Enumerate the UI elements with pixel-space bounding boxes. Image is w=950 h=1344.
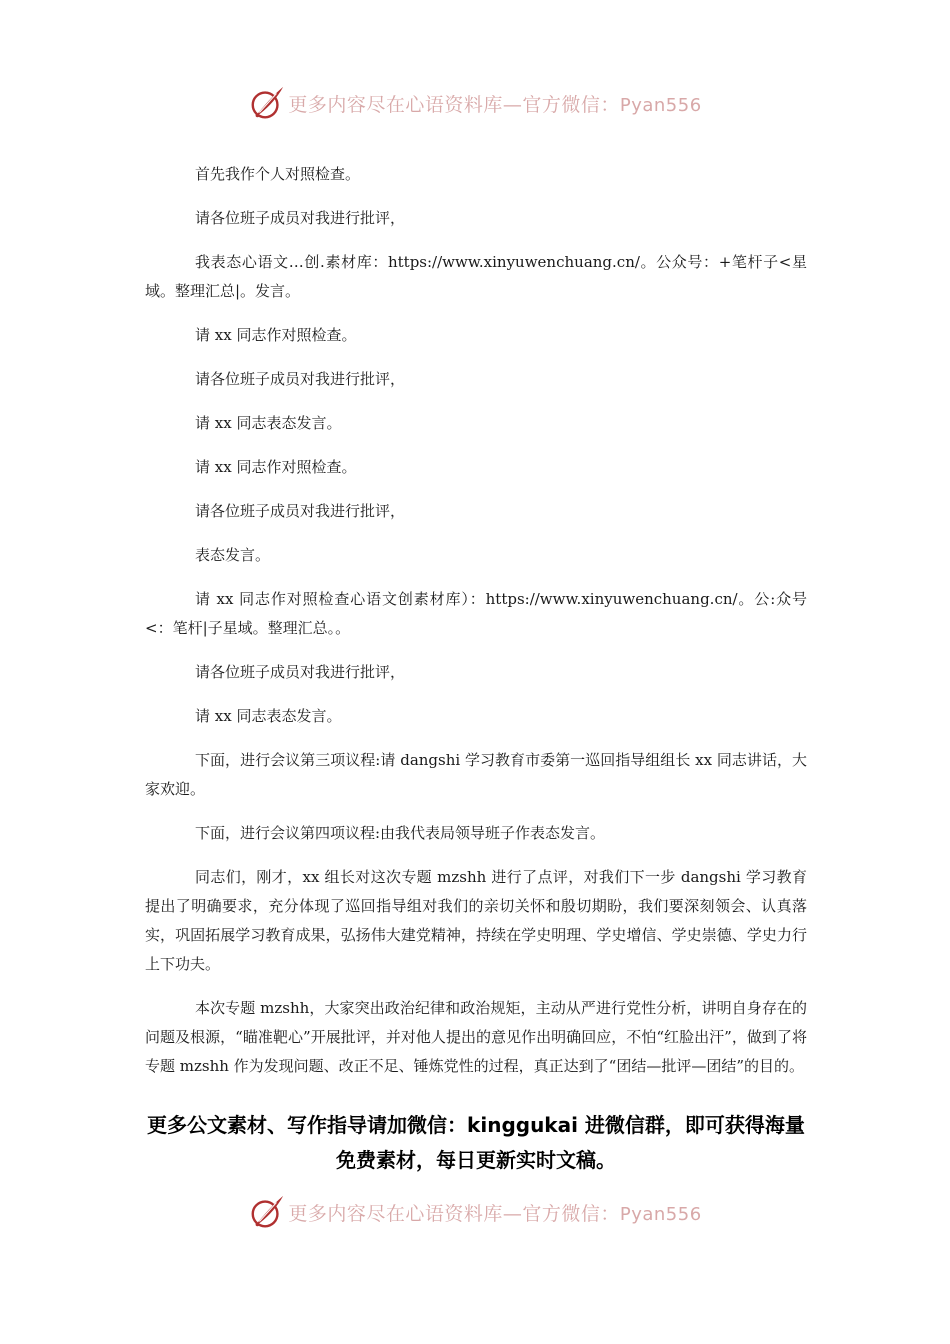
banner-text-cn: 更多内容尽在心语资料库—官方微信： <box>288 93 620 116</box>
banner-text-en: Pyan556 <box>619 1203 702 1225</box>
banner-text <box>288 90 701 117</box>
paragraph: 表态发言。 <box>195 546 271 564</box>
paragraph: 请 xx 同志表态发言。 <box>195 707 342 725</box>
paragraph: 请各位班子成员对我进行批评， <box>195 663 406 681</box>
footer-watermark-banner <box>0 1192 950 1232</box>
paragraph: 请 xx 同志表态发言。 <box>195 414 342 432</box>
paragraph: 请各位班子成员对我进行批评， <box>195 370 406 388</box>
paragraph: 请各位班子成员对我进行批评， <box>195 209 406 227</box>
paragraph: 请 xx 同志作对照检查。 <box>195 326 357 344</box>
paragraph: 我表态心语文…创.素材库：https://www.xinyuwenchuang.cn/。公众号：+笔杆子<星域。整理汇总|。发言。 <box>145 253 807 300</box>
document-body <box>145 160 807 1096</box>
promo-footer-note: 更多公文素材、写作指导请加微信：kinggukai 进微信群，即可获得海量免费素材，每日更新实时文稿。 <box>147 1113 805 1172</box>
paragraph: 同志们，刚才，xx 组长对这次专题 mzshh 进行了点评，对我们下一步 dangshi 学习教育提出了明确要求，充分体现了巡回指导组对我们的亲切关怀和殷切期盼，我们要深刻领会、认真落实，巩固拓展学习教育成果，弘扬伟大建党精神，持续在学史明理、学史增信、学史崇德、学史力行上下功夫。 <box>145 868 807 973</box>
paragraph: 请 xx 同志作对照检查。 <box>195 458 357 476</box>
paragraph: 下面，进行会议第三项议程:请 dangshi 学习教育市委第一巡回指导组组长 xx 同志讲话，大家欢迎。 <box>145 751 807 798</box>
banner-text <box>288 1199 701 1226</box>
banner-text-en: Pyan556 <box>619 94 702 116</box>
banner-text-cn: 更多内容尽在心语资料库—官方微信： <box>288 1202 620 1225</box>
quill-logo-icon <box>248 1193 286 1231</box>
quill-logo-icon <box>248 84 286 122</box>
paragraph: 本次专题 mzshh，大家突出政治纪律和政治规矩，主动从严进行党性分析，讲明自身存在的问题及根源，“瞄准靶心”开展批评，并对他人提出的意见作出明确回应，不怕“红脸出汗”，做到了将专题 mzshh 作为发现问题、改正不足、锤炼党性的过程，真正达到了“团结—批评—团结”的目的。 <box>145 999 807 1075</box>
header-watermark-banner <box>0 83 950 123</box>
paragraph: 首先我作个人对照检查。 <box>195 165 361 183</box>
paragraph: 下面，进行会议第四项议程:由我代表局领导班子作表态发言。 <box>195 824 606 842</box>
paragraph: 请各位班子成员对我进行批评， <box>195 502 406 520</box>
paragraph: 请 xx 同志作对照检查心语文创素材库）：https://www.xinyuwenchuang.cn/。公:众号<：笔杆|子星域。整理汇总。。 <box>145 590 807 637</box>
